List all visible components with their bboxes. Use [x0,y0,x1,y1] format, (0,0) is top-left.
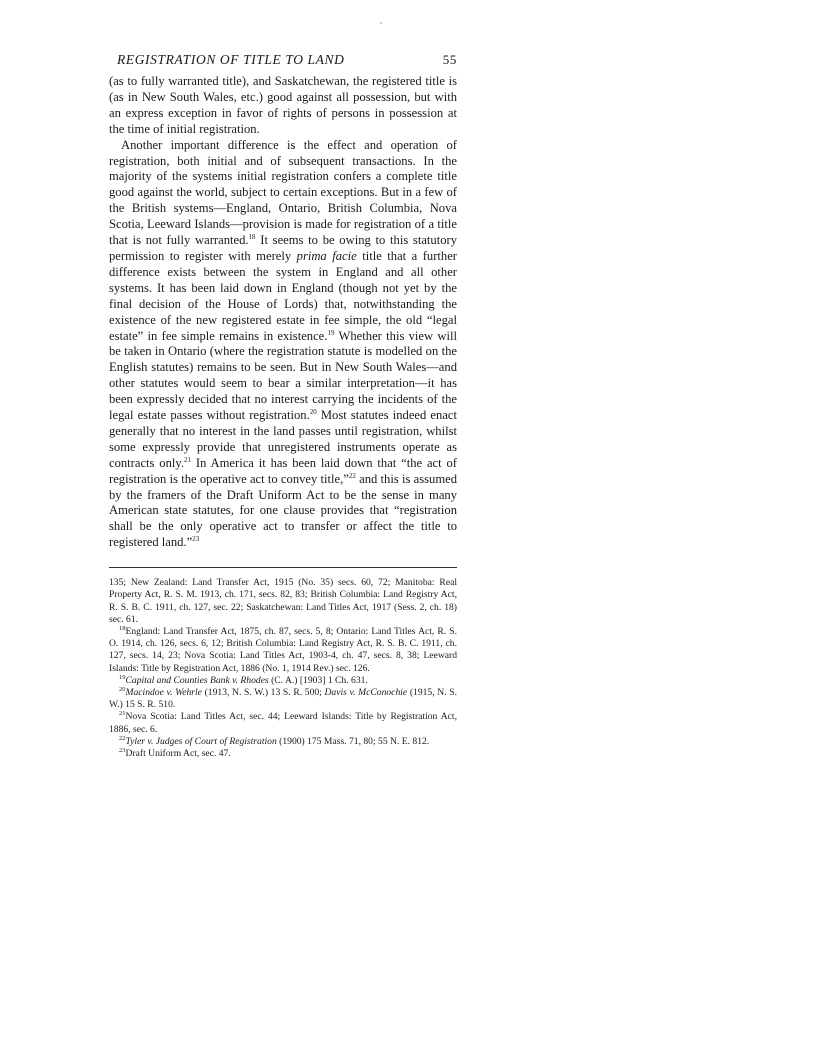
stray-mark [380,22,382,24]
footnote-text: England: Land Transfer Act, 1875, ch. 87, secs. 5, 8; Ontario: Land Titles Act, R. S. O. 1914, ch. 126, secs. 6, 12; British Columbia: Land Registry Act, R. S. B. C. 1911, ch. 127, secs. 14, 23; Nova Scotia: Land Titles Act, 1903-4, ch. 47, secs. 8, 38; Leeward Islands: Title by Registration Act, 1886 (No. 1, 1914 Rev.) sec. 126. [109,626,457,674]
prima-facie-term: prima facie [296,248,357,263]
p2-text-d: Whether this view will be taken in Ontario (where the registration statute is modelled on the English statutes) remains to be seen. But in New South Wales—and other statutes would seem to bear a similar interpretation—it has been expressly decided that no interest carrying the incidents of the legal estate passes without registration. [109,328,457,423]
footnote-ref-21: 21 [184,455,192,464]
page-header [109,48,457,74]
footnote-text: (1915, N. S. W.) 15 S. R. 510. [109,687,457,711]
footnote-ref-23: 23 [192,535,200,544]
running-title: REGISTRATION OF TITLE TO LAND [117,52,345,67]
footnote-18 [109,626,457,675]
p2-text-a: Another important difference is the effect and operation of registration, both initial and of subsequent transactions. In the majority of the systems initial registration confers a complete title good against the world, subject to certain exceptions. But in a few of the British systems—England, Ontario, British Columbia, Nova Scotia, Leeward Islands—provision is made for registration of a title that is not fully warranted. [109,137,457,248]
p2-text-e: Most statutes indeed enact generally that no interest in the land passes until registration, whilst some expressly provide that unregistered instruments operate as contracts only. [109,408,457,470]
footnote-number: 21 [119,710,126,718]
footnote-text: Nova Scotia: Land Titles Act, sec. 44; Leeward Islands: Title by Registration Act, 1886, sec. 6. [109,711,457,735]
paragraph-2 [109,138,457,552]
footnote-continued: 135; New Zealand: Land Transfer Act, 1915 (No. 35) secs. 60, 72; Manitoba: Real Property Act, R. S. M. 1913, ch. 171, secs. 82, 83; British Columbia: Land Registry Act, R. S. B. C. 1911, ch. 127, sec. 22; Saskatchewan: Land Titles Act, 1917 (Sess. 2, ch. 18) sec. 61. [109,577,457,625]
footnote-number: 22 [119,734,126,742]
footnote-ref-20: 20 [309,407,317,416]
footnote-23 [109,748,457,760]
p2-text-g: and this is assumed by the framers of the Draft Uniform Act to be the sense in many American state statutes, for one clause provides that “registration shall be the only operative act to transfer or affect the title to registered land.” [109,471,457,550]
case-name: Macindoe v. Wehrle [125,687,202,699]
paragraph-1: (as to fully warranted title), and Saskatchewan, the registered title is (as in New South Wales, etc.) good against all possession, but with an express exception in favor of rights of persons in possession at the time of initial registration. [109,74,457,136]
footnote-22 [109,736,457,748]
page [109,48,457,760]
case-name: Capital and Counties Bank v. Rhodes [125,674,269,686]
footnote-number: 18 [119,624,126,632]
p2-text-c: title that a further difference exists between the system in England and all other systems. It has been laid down in England (though not yet by the final decision of the House of Lords) that, notwithstanding the existence of the new registered estate in fee simple, the old “legal estate” in fee simple remains in existence. [109,248,457,343]
footnote-text: (1900) 175 Mass. 71, 80; 55 N. E. 812. [276,735,430,747]
case-name: Davis v. McConochie [324,687,408,699]
footnote-20 [109,687,457,711]
body-text [109,74,457,551]
case-name: Tyler v. Judges of Court of Registration [125,735,277,747]
footnote-19 [109,675,457,687]
footnote-text: (C. A.) [1903] 1 Ch. 631. [268,674,368,686]
page-number: 55 [442,52,457,67]
footnote-number: 20 [119,685,126,693]
p2-text-f: In America it has been laid down that “the act of registration is the operative act to convey title,” [109,455,457,486]
footnote-divider [109,567,457,568]
footnote-ref-19: 19 [327,328,335,337]
footnotes [109,577,457,760]
footnote-ref-22: 22 [348,471,356,480]
footnote-number: 23 [119,746,126,754]
footnote-text: Draft Uniform Act, sec. 47. [125,748,231,760]
footnote-ref-18: 18 [248,232,256,241]
footnote-text: (1913, N. S. W.) 13 S. R. 500; [201,687,325,699]
footnote-number: 19 [119,673,126,681]
footnote-21 [109,711,457,735]
p2-text-b: It seems to be owing to this statutory permission to register with merely [109,233,458,263]
